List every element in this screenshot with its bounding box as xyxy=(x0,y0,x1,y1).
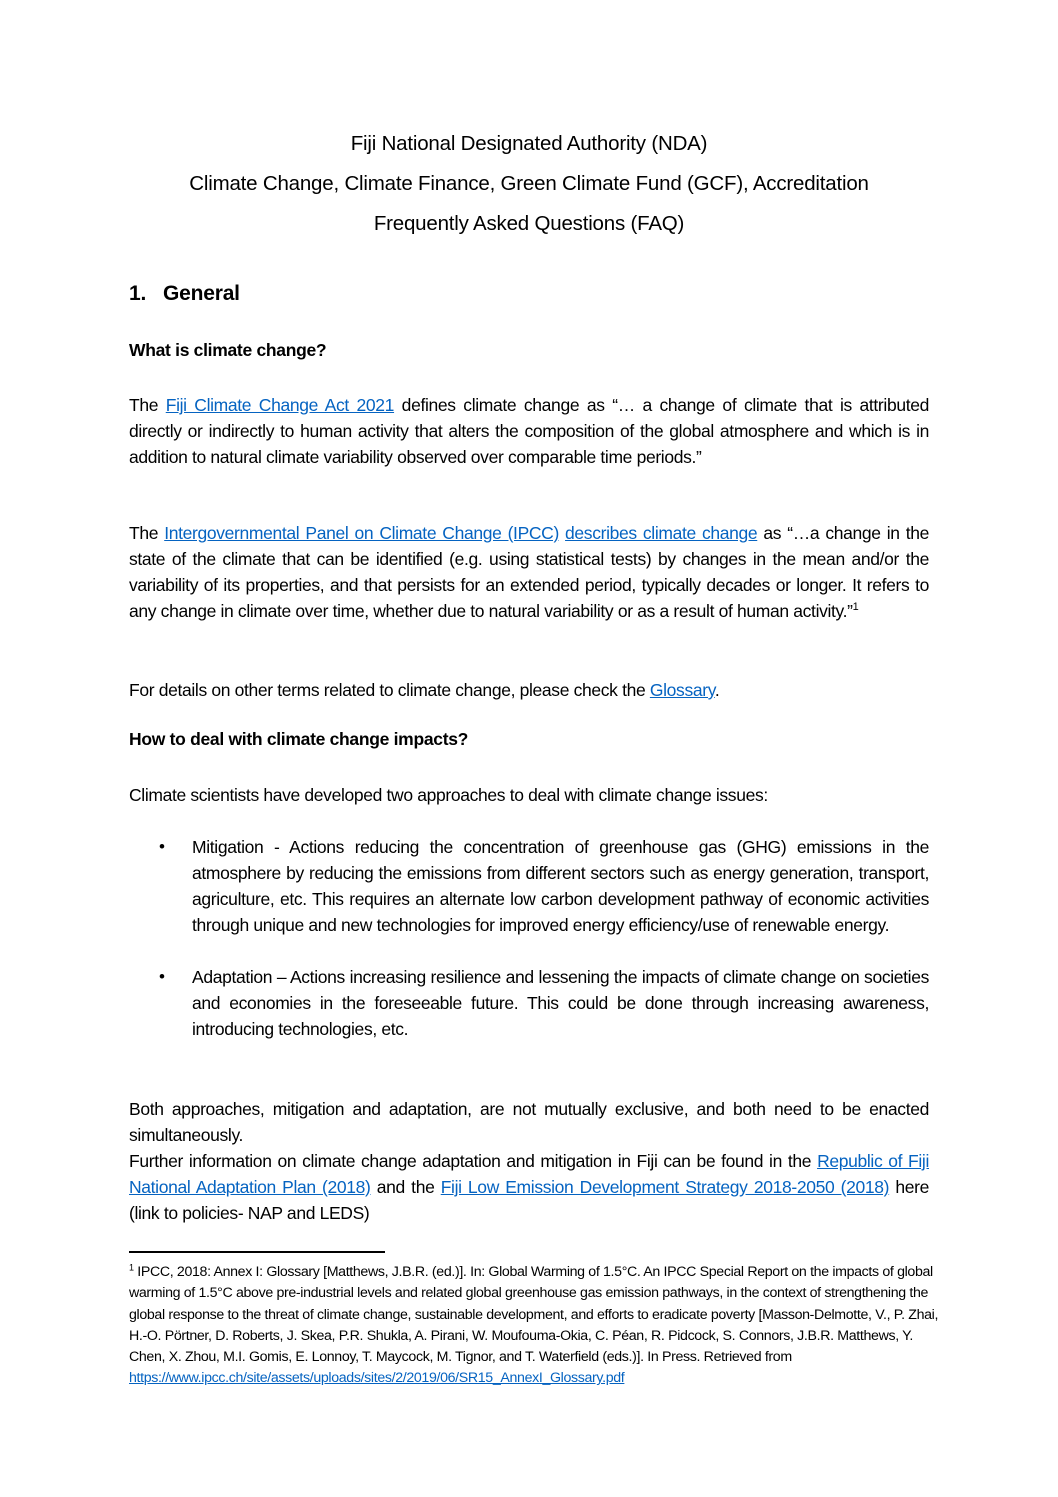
section-number: 1. xyxy=(129,282,147,305)
link-ipcc[interactable]: Intergovernmental Panel on Climate Change (IPCC) xyxy=(164,523,559,543)
link-national-adaptation-plan[interactable]: Republic of Fiji National Adaptation Plan (2018) xyxy=(129,1151,930,1197)
text: and the xyxy=(370,1177,441,1197)
bullet-icon: • xyxy=(159,967,165,986)
section-title: General xyxy=(163,282,240,305)
approaches-list xyxy=(129,834,929,1068)
text: Further information on climate change adaptation and mitigation in Fiji can be found in the xyxy=(129,1151,818,1171)
list-item-adaptation xyxy=(129,964,929,1042)
question-heading-what-is-climate-change: What is climate change? xyxy=(129,340,327,360)
text: The xyxy=(129,523,165,543)
paragraph-glossary xyxy=(129,677,929,703)
footnote-separator xyxy=(129,1251,385,1253)
paragraph-fiji-act-definition xyxy=(129,392,929,470)
text: . xyxy=(714,680,720,700)
link-glossary[interactable]: Glossary xyxy=(649,680,715,700)
paragraph-both-approaches: Both approaches, mitigation and adaptation, are not mutually exclusive, and both need to be enacted simultaneously. xyxy=(129,1099,929,1145)
link-fiji-climate-change-act[interactable]: Fiji Climate Change Act 2021 xyxy=(165,395,395,415)
document-title-line-1: Fiji National Designated Authority (NDA) xyxy=(350,132,708,155)
link-ipcc-glossary-pdf[interactable]: https://www.ipcc.ch/site/assets/uploads/sites/2/2019/06/SR15_AnnexI_Glossary.pdf xyxy=(129,1370,625,1387)
footnote-number: 1 xyxy=(129,1262,134,1273)
list-item-text: Mitigation - Actions reducing the concentration of greenhouse gas (GHG) emissions in the atmosphere by reducing the emissions from different sectors such as energy generation, transport, agriculture, etc. This requires an alternate low carbon development pathway of economic activities through unique and new technologies for improved energy efficiency/use of renewable energy. xyxy=(192,837,929,935)
link-describes-climate-change[interactable]: describes climate change xyxy=(565,523,758,543)
text: here (link to policies- NAP and LEDS) xyxy=(129,1177,930,1223)
link-low-emission-development-strategy[interactable]: Fiji Low Emission Development Strategy 2018-2050 (2018) xyxy=(440,1177,890,1197)
text: as “…a change in the state of the climate that can be identified (e.g. using statistical tests) by changes in the mean and/or the variability of its properties, and that persists for an extended period, typically decades or longer. It refers to any change in climate over time, whether due to natural variability or as a result of human activity.” xyxy=(129,523,929,621)
footnote-1 xyxy=(129,1262,941,1390)
paragraph-further-information xyxy=(129,1148,929,1226)
text: defines climate change as “… a change of climate that is attributed directly or indirectly to human activity that alters the composition of the global atmosphere and which is in addition to natural climate variability observed over comparable time periods.” xyxy=(129,395,929,467)
section-heading xyxy=(129,282,240,306)
text: For details on other terms related to climate change, please check the xyxy=(129,680,650,700)
list-item-mitigation xyxy=(129,834,929,938)
bullet-icon: • xyxy=(159,837,165,856)
footnote-text: IPCC, 2018: Annex I: Glossary [Matthews, J.B.R. (ed.)]. In: Global Warming of 1.5°C. An IPCC Special Report on the impacts of global warming of 1.5°C above pre-industrial levels and related global greenhouse gas emission pathways, in the context of strengthening the global response to the threat of climate change, sustainable development, and efforts to eradicate poverty [Masson-Delmotte, V., P. Zhai, H.-O. Pörtner, D. Roberts, J. Skea, P.R. Shukla, A. Pirani, W. Moufouma-Okia, C. Péan, R. Pidcock, S. Connors, J.B.R. Matthews, Y. Chen, X. Zhou, M.I. Gomis, E. Lonnoy, T. Maycock, M. Tignor, and T. Waterfield (eds.)]. In Press. Retrieved from xyxy=(129,1264,939,1366)
document-title-line-2: Climate Change, Climate Finance, Green Climate Fund (GCF), Accreditation xyxy=(189,172,869,195)
paragraph-ipcc-definition xyxy=(129,520,929,624)
footnote-reference[interactable]: 1 xyxy=(852,601,859,614)
paragraph-approaches-intro: Climate scientists have developed two approaches to deal with climate change issues: xyxy=(129,785,768,805)
document-title-line-3: Frequently Asked Questions (FAQ) xyxy=(373,212,685,235)
text: The xyxy=(129,395,166,415)
question-heading-climate-impacts: How to deal with climate change impacts? xyxy=(129,729,469,749)
list-item-text: Adaptation – Actions increasing resilience and lessening the impacts of climate change on societies and economies in the foreseeable future. This could be done through increasing awareness, introducing technologies, etc. xyxy=(192,967,929,1039)
